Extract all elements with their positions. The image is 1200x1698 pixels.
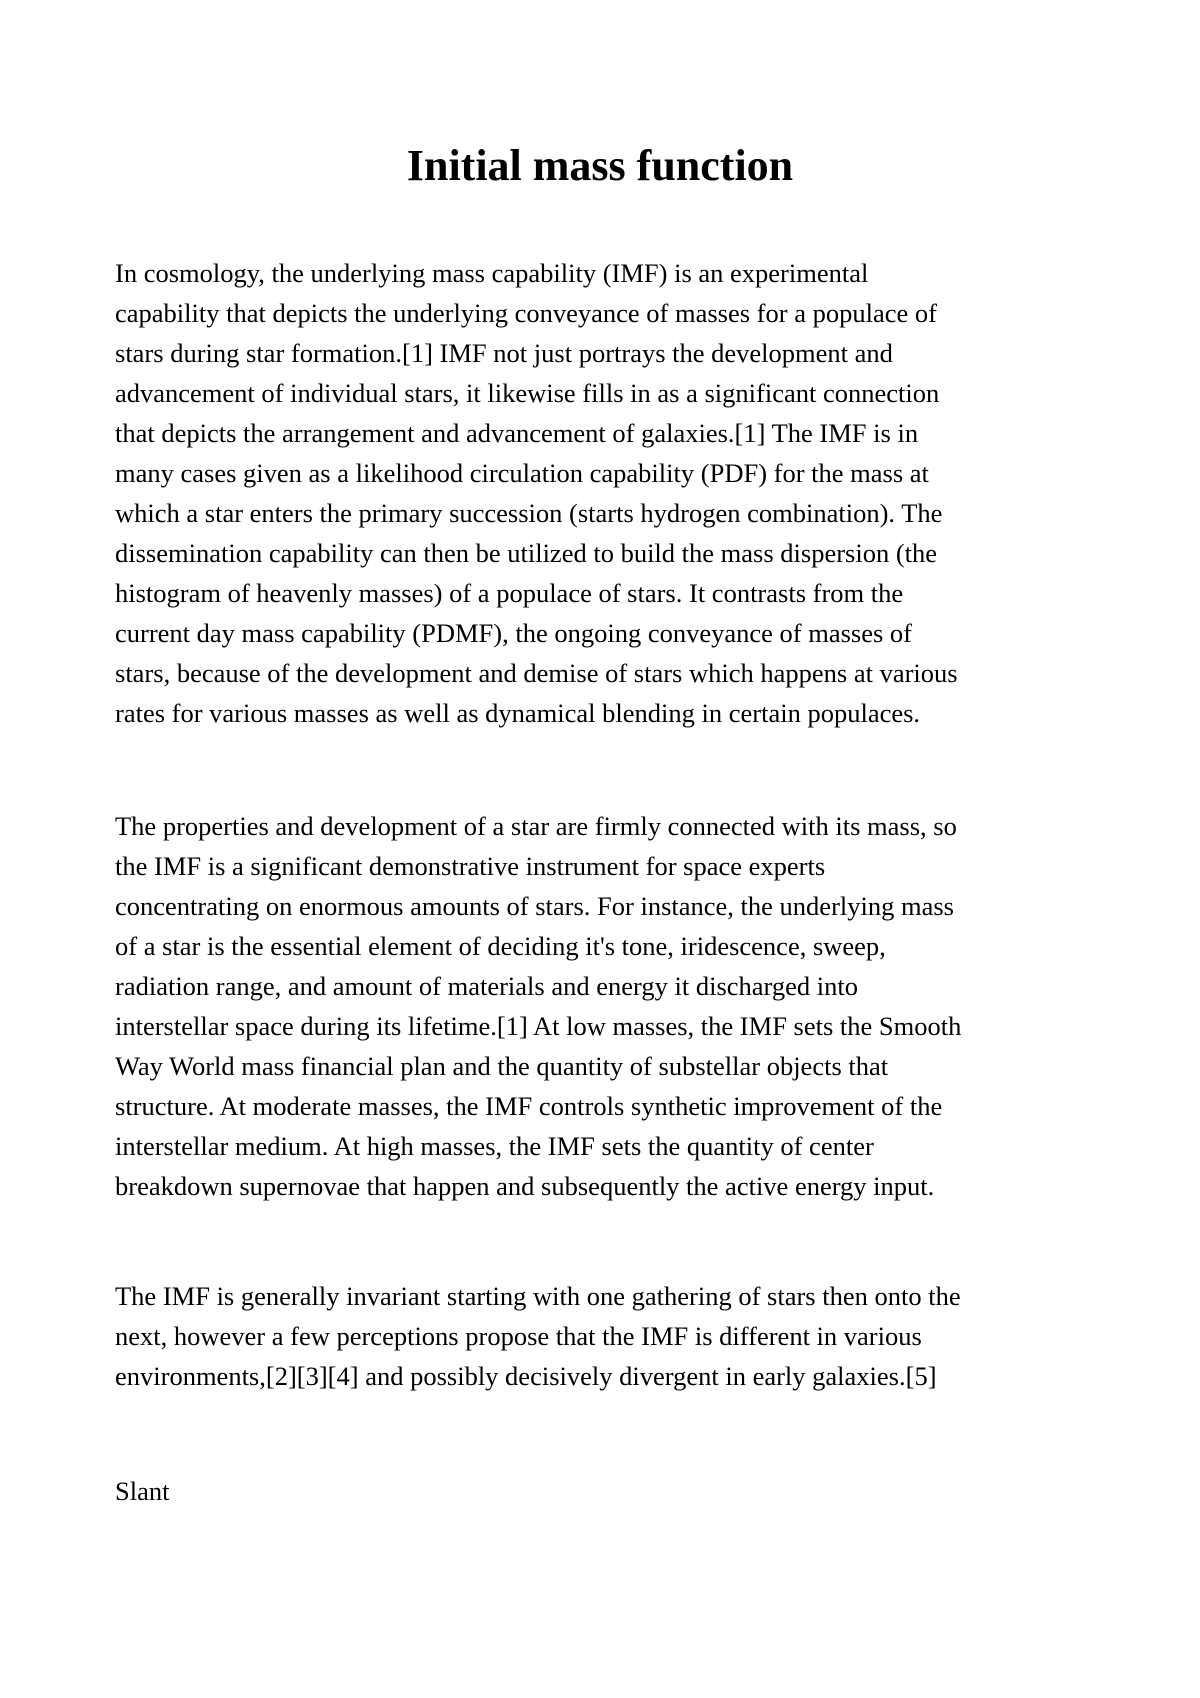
text-line: dissemination capability can then be utilized to build the mass dispersion (the — [115, 538, 938, 568]
text-line: structure. At moderate masses, the IMF controls synthetic improvement of the — [115, 1091, 943, 1121]
text-line: advancement of individual stars, it likewise fills in as a significant connection — [115, 378, 940, 408]
text-line: stars, because of the development and demise of stars which happens at various — [115, 658, 958, 688]
paragraph-invariance — [115, 1276, 1095, 1396]
text-line: histogram of heavenly masses) of a populace of stars. It contrasts from the — [115, 578, 904, 608]
text-line: breakdown supernovae that happen and subsequently the active energy input. — [115, 1171, 935, 1201]
text-line: rates for various masses as well as dynamical blending in certain populaces. — [115, 698, 921, 728]
text-line: interstellar medium. At high masses, the IMF sets the quantity of center — [115, 1131, 874, 1161]
text-line: the IMF is a significant demonstrative instrument for space experts — [115, 851, 826, 881]
text-line: of a star is the essential element of deciding it's tone, iridescence, sweep, — [115, 931, 886, 961]
text-line: environments,[2][3][4] and possibly decisively divergent in early galaxies.[5] — [115, 1361, 937, 1391]
paragraph-introduction — [115, 253, 1095, 733]
text-line: radiation range, and amount of materials and energy it discharged into — [115, 971, 858, 1001]
text-line: Way World mass financial plan and the quantity of substellar objects that — [115, 1051, 889, 1081]
document-title: Initial mass function — [406, 141, 794, 190]
text-line: many cases given as a likelihood circulation capability (PDF) for the mass at — [115, 458, 929, 488]
paragraph-slant — [115, 1471, 1095, 1511]
text-line: Slant — [115, 1476, 170, 1506]
paragraph-properties — [115, 806, 1095, 1206]
text-line: capability that depicts the underlying conveyance of masses for a populace of — [115, 298, 937, 328]
text-line: which a star enters the primary succession (starts hydrogen combination). The — [115, 498, 943, 528]
text-line: stars during star formation.[1] IMF not just portrays the development and — [115, 338, 893, 368]
text-line: interstellar space during its lifetime.[1] At low masses, the IMF sets the Smooth — [115, 1011, 962, 1041]
text-line: The properties and development of a star are firmly connected with its mass, so — [115, 811, 957, 841]
text-line: The IMF is generally invariant starting with one gathering of stars then onto the — [115, 1281, 961, 1311]
text-line: current day mass capability (PDMF), the ongoing conveyance of masses of — [115, 618, 913, 648]
text-line: concentrating on enormous amounts of stars. For instance, the underlying mass — [115, 891, 954, 921]
text-line: next, however a few perceptions propose that the IMF is different in various — [115, 1321, 922, 1351]
text-line: In cosmology, the underlying mass capability (IMF) is an experimental — [115, 258, 869, 288]
text-line: that depicts the arrangement and advancement of galaxies.[1] The IMF is in — [115, 418, 919, 448]
